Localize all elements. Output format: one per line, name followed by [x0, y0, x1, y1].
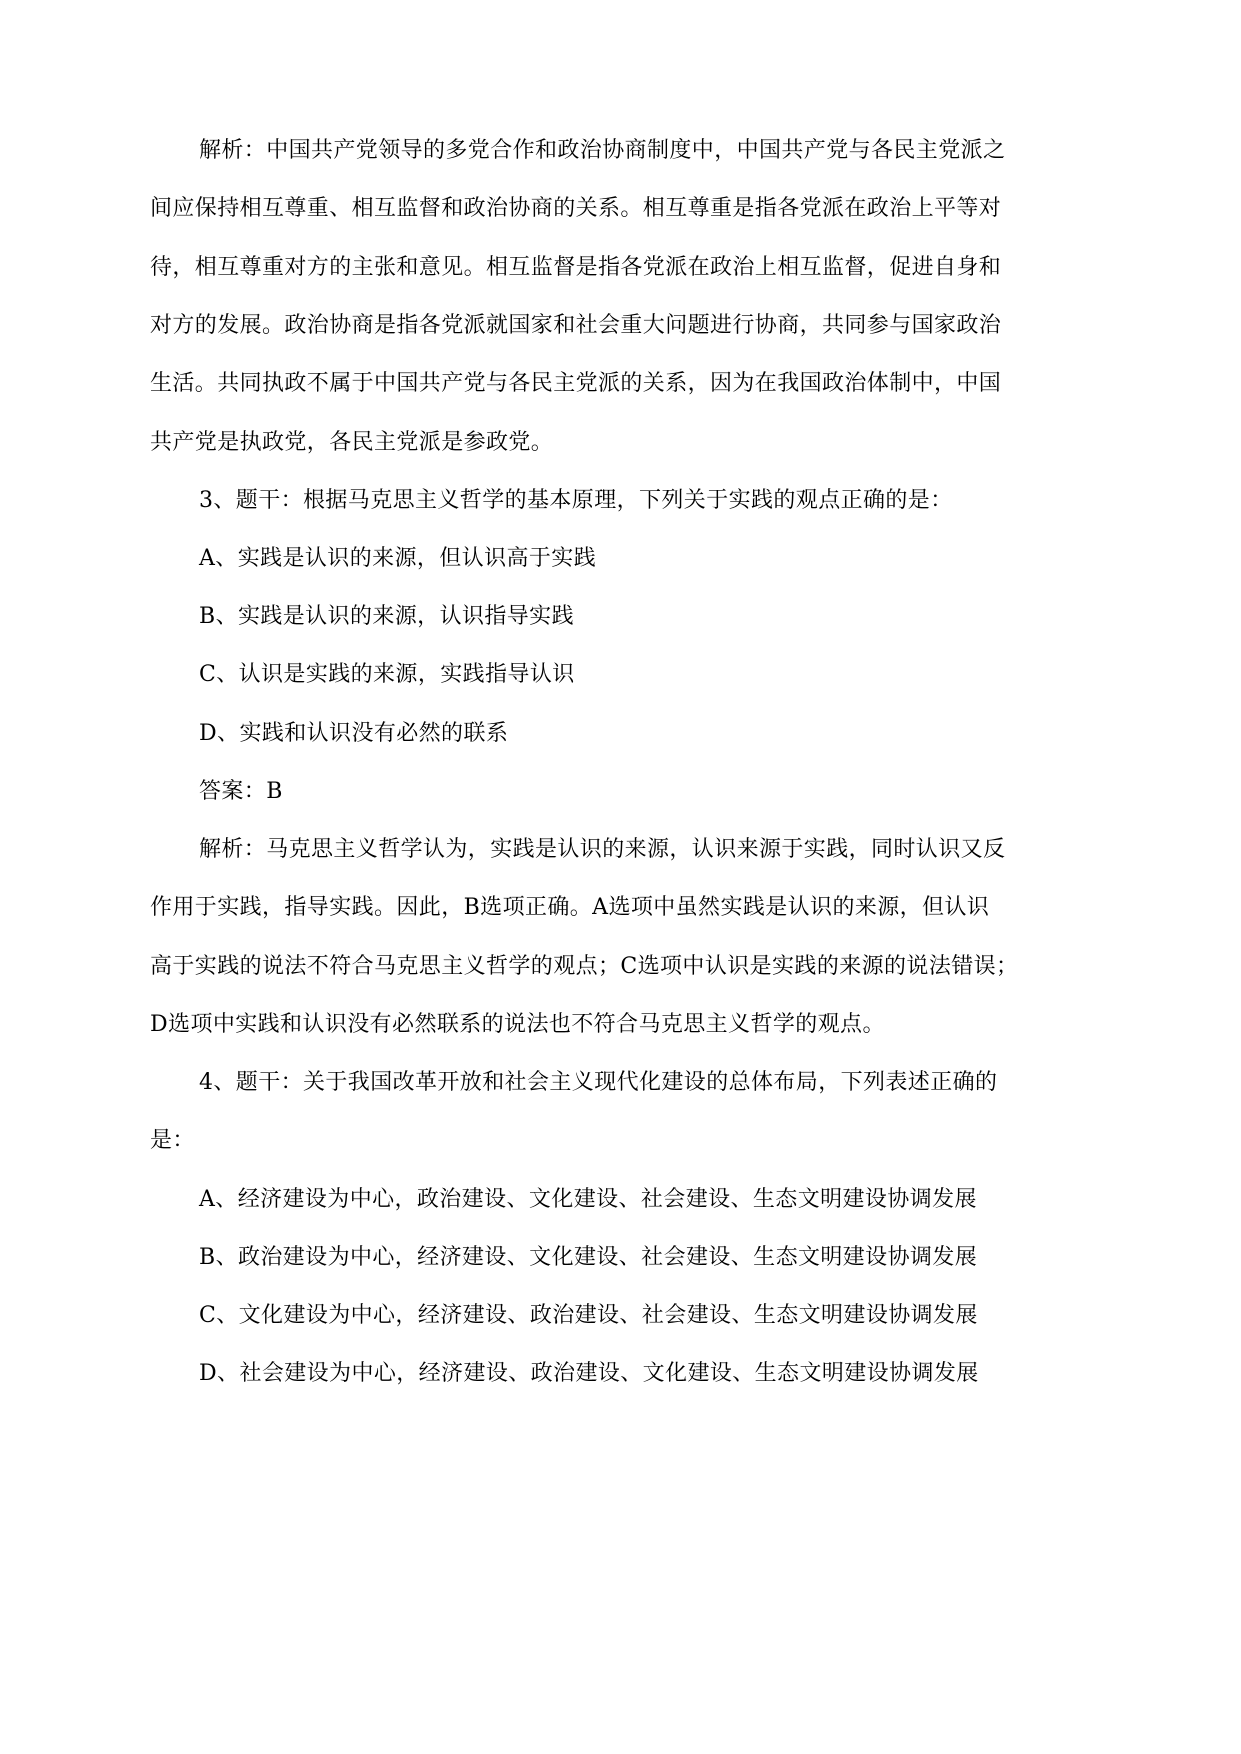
question-4-option-b: B、政治建设为中心，经济建设、文化建设、社会建设、生态文明建设协调发展	[199, 1245, 978, 1270]
question-4-stem-line-2: 是：	[150, 1128, 195, 1153]
question-3-analysis-line-3: 高于实践的说法不符合马克思主义哲学的观点；C选项中认识是实践的来源的说法错误；	[150, 954, 1019, 979]
question-3-analysis-line-2: 作用于实践，指导实践。因此，B选项正确。A选项中虽然实践是认识的来源，但认识	[150, 895, 990, 920]
question-3-option-b: B、实践是认识的来源，认识指导实践	[199, 604, 574, 629]
question-3-analysis-line-4: D选项中实践和认识没有必然联系的说法也不符合马克思主义哲学的观点。	[150, 1012, 885, 1037]
question-4-option-d: D、社会建设为中心，经济建设、政治建设、文化建设、生态文明建设协调发展	[199, 1361, 979, 1386]
analysis-2-line-3: 待，相互尊重对方的主张和意见。相互监督是指各党派在政治上相互监督，促进自身和	[150, 255, 1002, 280]
analysis-2-line-6: 共产党是执政党，各民主党派是参政党。	[150, 430, 554, 455]
analysis-2-line-5: 生活。共同执政不属于中国共产党与各民主党派的关系，因为在我国政治体制中，中国	[150, 371, 1002, 396]
question-3-option-d: D、实践和认识没有必然的联系	[199, 721, 509, 746]
question-3-analysis-line-1: 解析：马克思主义哲学认为，实践是认识的来源，认识来源于实践，同时认识又反	[199, 837, 1006, 862]
question-3-option-a: A、实践是认识的来源，但认识高于实践	[199, 546, 597, 571]
question-3-stem: 3、题干：根据马克思主义哲学的基本原理，下列关于实践的观点正确的是：	[199, 488, 953, 513]
analysis-2-line-2: 间应保持相互尊重、相互监督和政治协商的关系。相互尊重是指各党派在政治上平等对	[150, 196, 1002, 221]
question-4-stem-line-1: 4、题干：关于我国改革开放和社会主义现代化建设的总体布局，下列表述正确的	[199, 1070, 998, 1095]
question-4-option-c: C、文化建设为中心，经济建设、政治建设、社会建设、生态文明建设协调发展	[199, 1303, 978, 1328]
analysis-2-line-1: 解析：中国共产党领导的多党合作和政治协商制度中，中国共产党与各民主党派之	[199, 138, 1006, 163]
question-3-option-c: C、认识是实践的来源，实践指导认识	[199, 662, 575, 687]
analysis-2-line-4: 对方的发展。政治协商是指各党派就国家和社会重大问题进行协商，共同参与国家政治	[150, 313, 1002, 338]
question-4-option-a: A、经济建设为中心，政治建设、文化建设、社会建设、生态文明建设协调发展	[199, 1187, 977, 1212]
question-3-answer: 答案：B	[199, 779, 283, 804]
